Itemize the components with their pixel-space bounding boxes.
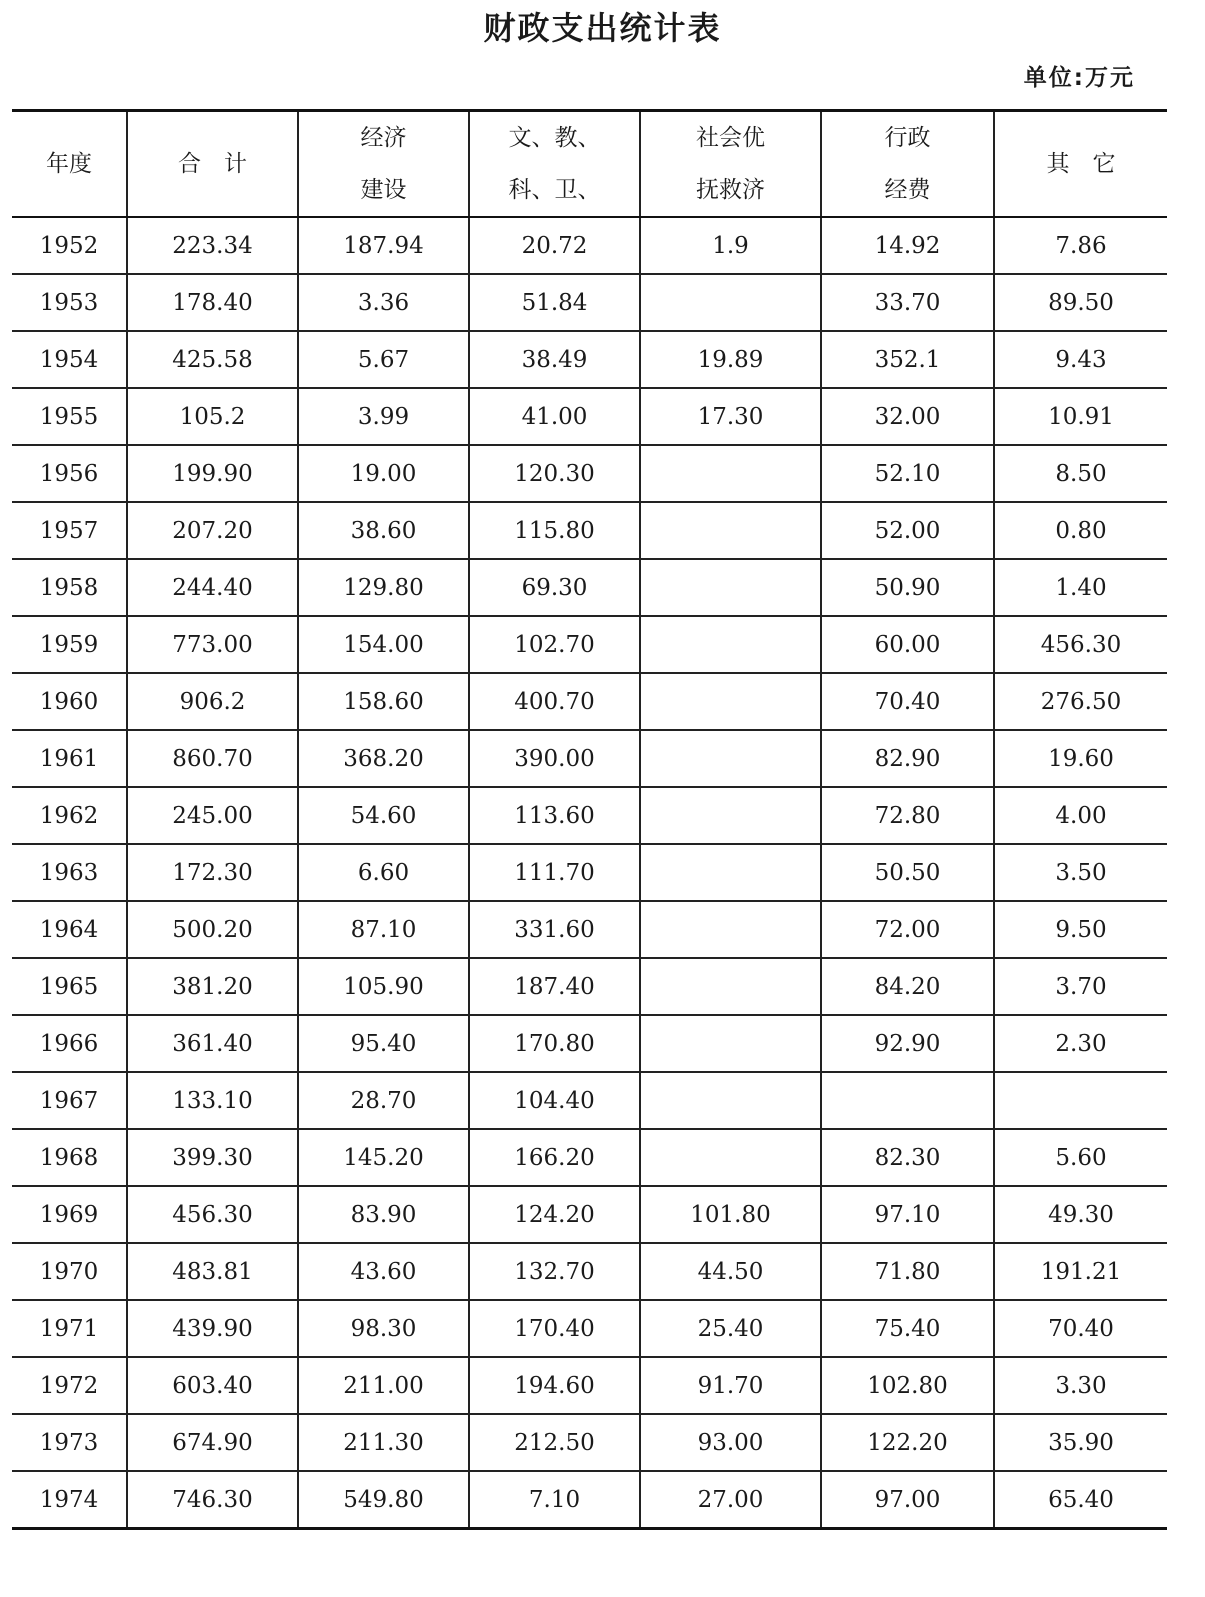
value-cell: 27.00 <box>640 1471 821 1529</box>
value-cell: 3.36 <box>298 274 469 331</box>
value-cell: 361.40 <box>127 1015 298 1072</box>
value-cell: 223.34 <box>127 217 298 274</box>
value-cell: 129.80 <box>298 559 469 616</box>
value-cell <box>640 730 821 787</box>
value-cell: 390.00 <box>469 730 640 787</box>
value-cell <box>640 616 821 673</box>
year-cell: 1958 <box>12 559 127 616</box>
value-cell: 120.30 <box>469 445 640 502</box>
table-row <box>12 1300 1167 1357</box>
value-cell: 20.72 <box>469 217 640 274</box>
value-cell: 83.90 <box>298 1186 469 1243</box>
value-cell: 178.40 <box>127 274 298 331</box>
header-economic-construction <box>298 111 469 218</box>
value-cell: 111.70 <box>469 844 640 901</box>
value-cell: 9.50 <box>994 901 1167 958</box>
header-other <box>994 111 1167 218</box>
value-cell: 1.40 <box>994 559 1167 616</box>
value-cell: 773.00 <box>127 616 298 673</box>
value-cell: 28.70 <box>298 1072 469 1129</box>
year-cell: 1952 <box>12 217 127 274</box>
header-line: 合 计 <box>178 151 247 177</box>
table-row <box>12 217 1167 274</box>
table-row <box>12 1243 1167 1300</box>
header-line: 经费 <box>884 177 931 203</box>
value-cell: 368.20 <box>298 730 469 787</box>
value-cell: 2.30 <box>994 1015 1167 1072</box>
value-cell: 54.60 <box>298 787 469 844</box>
table-body <box>12 217 1167 1529</box>
value-cell: 102.70 <box>469 616 640 673</box>
table-row <box>12 274 1167 331</box>
value-cell: 52.10 <box>821 445 994 502</box>
header-line: 科、卫、 <box>508 177 601 203</box>
table-row <box>12 559 1167 616</box>
value-cell: 71.80 <box>821 1243 994 1300</box>
value-cell: 89.50 <box>994 274 1167 331</box>
value-cell: 124.20 <box>469 1186 640 1243</box>
header-line: 其 它 <box>1046 151 1116 177</box>
year-cell: 1964 <box>12 901 127 958</box>
value-cell: 95.40 <box>298 1015 469 1072</box>
value-cell: 187.40 <box>469 958 640 1015</box>
value-cell: 97.00 <box>821 1471 994 1529</box>
value-cell: 170.40 <box>469 1300 640 1357</box>
value-cell: 72.00 <box>821 901 994 958</box>
table-row <box>12 1015 1167 1072</box>
table-row <box>12 673 1167 730</box>
value-cell: 352.1 <box>821 331 994 388</box>
header-year <box>12 111 127 218</box>
value-cell: 483.81 <box>127 1243 298 1300</box>
value-cell <box>821 1072 994 1129</box>
value-cell: 170.80 <box>469 1015 640 1072</box>
year-cell: 1966 <box>12 1015 127 1072</box>
value-cell: 92.90 <box>821 1015 994 1072</box>
table-row <box>12 445 1167 502</box>
value-cell: 199.90 <box>127 445 298 502</box>
value-cell: 19.89 <box>640 331 821 388</box>
year-cell: 1957 <box>12 502 127 559</box>
value-cell: 3.99 <box>298 388 469 445</box>
value-cell: 276.50 <box>994 673 1167 730</box>
value-cell: 8.50 <box>994 445 1167 502</box>
value-cell: 82.30 <box>821 1129 994 1186</box>
value-cell: 44.50 <box>640 1243 821 1300</box>
year-cell: 1960 <box>12 673 127 730</box>
value-cell <box>640 502 821 559</box>
value-cell: 194.60 <box>469 1357 640 1414</box>
value-cell: 115.80 <box>469 502 640 559</box>
value-cell: 381.20 <box>127 958 298 1015</box>
unit-label: 单位:万元 <box>1023 65 1135 91</box>
value-cell: 456.30 <box>994 616 1167 673</box>
value-cell <box>640 958 821 1015</box>
table-row <box>12 1186 1167 1243</box>
value-cell: 50.50 <box>821 844 994 901</box>
year-cell: 1956 <box>12 445 127 502</box>
table-row <box>12 388 1167 445</box>
value-cell: 72.80 <box>821 787 994 844</box>
value-cell: 52.00 <box>821 502 994 559</box>
value-cell: 19.60 <box>994 730 1167 787</box>
value-cell <box>640 445 821 502</box>
year-cell: 1955 <box>12 388 127 445</box>
value-cell: 3.30 <box>994 1357 1167 1414</box>
value-cell: 0.80 <box>994 502 1167 559</box>
year-cell: 1970 <box>12 1243 127 1300</box>
year-cell: 1968 <box>12 1129 127 1186</box>
value-cell: 3.70 <box>994 958 1167 1015</box>
header-line: 抚救济 <box>696 177 765 203</box>
value-cell: 25.40 <box>640 1300 821 1357</box>
page-title: 财政支出统计表 <box>483 9 722 47</box>
value-cell: 906.2 <box>127 673 298 730</box>
value-cell: 38.60 <box>298 502 469 559</box>
value-cell: 50.90 <box>821 559 994 616</box>
value-cell: 331.60 <box>469 901 640 958</box>
value-cell: 244.40 <box>127 559 298 616</box>
header-line: 行政 <box>884 125 931 151</box>
value-cell <box>640 559 821 616</box>
table-row <box>12 616 1167 673</box>
value-cell: 104.40 <box>469 1072 640 1129</box>
year-cell: 1959 <box>12 616 127 673</box>
value-cell: 3.50 <box>994 844 1167 901</box>
value-cell <box>640 274 821 331</box>
year-cell: 1965 <box>12 958 127 1015</box>
header-line: 建设 <box>360 177 407 203</box>
value-cell: 38.49 <box>469 331 640 388</box>
value-cell: 75.40 <box>821 1300 994 1357</box>
year-cell: 1967 <box>12 1072 127 1129</box>
value-cell: 113.60 <box>469 787 640 844</box>
table-row <box>12 502 1167 559</box>
value-cell: 70.40 <box>821 673 994 730</box>
value-cell: 60.00 <box>821 616 994 673</box>
table-row <box>12 1414 1167 1471</box>
year-cell: 1969 <box>12 1186 127 1243</box>
header-line: 年度 <box>46 151 92 177</box>
value-cell: 400.70 <box>469 673 640 730</box>
year-cell: 1963 <box>12 844 127 901</box>
value-cell <box>640 1072 821 1129</box>
table-row <box>12 331 1167 388</box>
value-cell: 5.67 <box>298 331 469 388</box>
value-cell: 4.00 <box>994 787 1167 844</box>
value-cell: 69.30 <box>469 559 640 616</box>
value-cell: 133.10 <box>127 1072 298 1129</box>
year-cell: 1971 <box>12 1300 127 1357</box>
value-cell: 860.70 <box>127 730 298 787</box>
value-cell: 191.21 <box>994 1243 1167 1300</box>
table-row <box>12 1471 1167 1529</box>
year-cell: 1961 <box>12 730 127 787</box>
table-row <box>12 1072 1167 1129</box>
table-row <box>12 1357 1167 1414</box>
value-cell: 51.84 <box>469 274 640 331</box>
table-row <box>12 787 1167 844</box>
value-cell: 82.90 <box>821 730 994 787</box>
value-cell: 154.00 <box>298 616 469 673</box>
value-cell: 105.2 <box>127 388 298 445</box>
value-cell: 211.30 <box>298 1414 469 1471</box>
value-cell: 102.80 <box>821 1357 994 1414</box>
value-cell: 1.9 <box>640 217 821 274</box>
value-cell: 17.30 <box>640 388 821 445</box>
value-cell: 65.40 <box>994 1471 1167 1529</box>
value-cell: 212.50 <box>469 1414 640 1471</box>
year-cell: 1972 <box>12 1357 127 1414</box>
header-line: 社会优 <box>696 125 765 151</box>
value-cell: 70.40 <box>994 1300 1167 1357</box>
header-line: 经济 <box>360 125 407 151</box>
value-cell: 49.30 <box>994 1186 1167 1243</box>
year-cell: 1962 <box>12 787 127 844</box>
value-cell: 98.30 <box>298 1300 469 1357</box>
value-cell: 500.20 <box>127 901 298 958</box>
table-row <box>12 1129 1167 1186</box>
value-cell: 105.90 <box>298 958 469 1015</box>
value-cell: 245.00 <box>127 787 298 844</box>
value-cell: 549.80 <box>298 1471 469 1529</box>
value-cell: 7.86 <box>994 217 1167 274</box>
value-cell: 172.30 <box>127 844 298 901</box>
value-cell: 211.00 <box>298 1357 469 1414</box>
value-cell: 91.70 <box>640 1357 821 1414</box>
value-cell: 132.70 <box>469 1243 640 1300</box>
table-header-row <box>12 111 1167 218</box>
value-cell: 399.30 <box>127 1129 298 1186</box>
value-cell: 84.20 <box>821 958 994 1015</box>
table-row <box>12 844 1167 901</box>
value-cell: 207.20 <box>127 502 298 559</box>
value-cell: 97.10 <box>821 1186 994 1243</box>
header-total <box>127 111 298 218</box>
value-cell <box>640 787 821 844</box>
value-cell: 122.20 <box>821 1414 994 1471</box>
value-cell: 41.00 <box>469 388 640 445</box>
value-cell: 87.10 <box>298 901 469 958</box>
value-cell: 9.43 <box>994 331 1167 388</box>
value-cell: 14.92 <box>821 217 994 274</box>
value-cell: 6.60 <box>298 844 469 901</box>
value-cell <box>640 901 821 958</box>
value-cell: 32.00 <box>821 388 994 445</box>
value-cell: 187.94 <box>298 217 469 274</box>
value-cell <box>640 1015 821 1072</box>
value-cell <box>640 1129 821 1186</box>
value-cell: 43.60 <box>298 1243 469 1300</box>
value-cell: 456.30 <box>127 1186 298 1243</box>
year-cell: 1954 <box>12 331 127 388</box>
header-social-relief <box>640 111 821 218</box>
value-cell: 439.90 <box>127 1300 298 1357</box>
value-cell: 674.90 <box>127 1414 298 1471</box>
value-cell: 746.30 <box>127 1471 298 1529</box>
value-cell: 158.60 <box>298 673 469 730</box>
value-cell: 33.70 <box>821 274 994 331</box>
value-cell: 7.10 <box>469 1471 640 1529</box>
header-line: 文、教、 <box>508 125 601 151</box>
header-culture-education-science-health <box>469 111 640 218</box>
year-cell: 1953 <box>12 274 127 331</box>
value-cell: 603.40 <box>127 1357 298 1414</box>
value-cell: 10.91 <box>994 388 1167 445</box>
value-cell: 145.20 <box>298 1129 469 1186</box>
value-cell <box>640 673 821 730</box>
value-cell: 5.60 <box>994 1129 1167 1186</box>
value-cell: 166.20 <box>469 1129 640 1186</box>
table-row <box>12 730 1167 787</box>
fiscal-expenditure-table <box>12 109 1167 1530</box>
year-cell: 1974 <box>39 1486 99 1513</box>
year-cell: 1973 <box>12 1414 127 1471</box>
value-cell: 93.00 <box>640 1414 821 1471</box>
value-cell: 35.90 <box>994 1414 1167 1471</box>
header-administrative-expenses <box>821 111 994 218</box>
value-cell: 425.58 <box>127 331 298 388</box>
value-cell <box>994 1072 1167 1129</box>
value-cell: 19.00 <box>298 445 469 502</box>
value-cell <box>640 844 821 901</box>
table-row <box>12 958 1167 1015</box>
value-cell: 101.80 <box>640 1186 821 1243</box>
table-row <box>12 901 1167 958</box>
